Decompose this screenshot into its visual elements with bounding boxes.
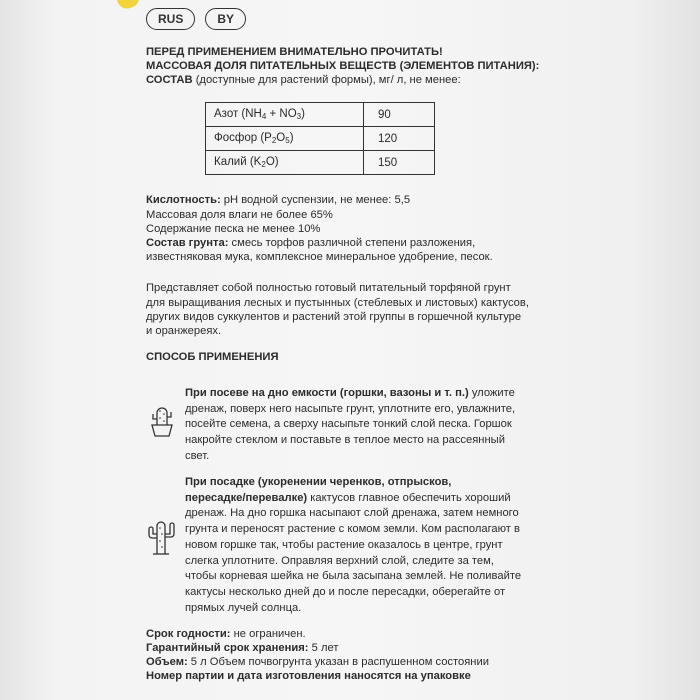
nutrient-name: Калий $(K_2O)$ bbox=[206, 151, 364, 175]
acidity-label: Кислотность: bbox=[146, 194, 221, 206]
acidity-text: рН водной суспензии, не менее: 5,5 bbox=[223, 194, 411, 206]
composition-label: СОСТАВ bbox=[146, 74, 193, 86]
volume-line bbox=[146, 655, 489, 669]
mass-fraction-heading: МАССОВАЯ ДОЛЯ ПИТАТЕЛЬНЫХ ВЕЩЕСТВ (ЭЛЕМЕНТОВ ПИТАНИЯ): bbox=[146, 60, 540, 72]
cactus-pot-icon bbox=[148, 403, 176, 437]
language-badge-by: BY bbox=[205, 8, 246, 30]
soil-line bbox=[146, 236, 475, 250]
language-badges bbox=[146, 8, 246, 30]
moisture-line: Массовая доля влаги не более 65% bbox=[146, 209, 333, 221]
usage-planting-paragraph bbox=[185, 475, 545, 616]
usage-planting-text: прямых лучей солнца. bbox=[185, 601, 302, 614]
description-line: Представляет собой полностью готовый питательный торфяной грунт bbox=[146, 282, 511, 294]
nutrient-value: 120 bbox=[364, 127, 435, 151]
soil-label: Состав грунта: bbox=[146, 237, 229, 249]
shelf-life-line bbox=[146, 627, 306, 641]
table-row bbox=[206, 151, 435, 175]
composition-line bbox=[146, 73, 461, 87]
soil-line-2: известняковая мука, комплексное минеральное удобрение, песок. bbox=[146, 251, 493, 263]
nutrient-value: 90 bbox=[364, 103, 435, 127]
table-row bbox=[206, 103, 435, 127]
usage-sowing-text: дренаж, поверх него насыпьте грунт, уплотните его, увлажните, bbox=[185, 402, 516, 415]
nutrients-table bbox=[205, 102, 435, 175]
usage-sowing-bold: При посеве на дно емкости (горшки, вазоны и т. п.) bbox=[185, 387, 469, 399]
storage-text: 5 лет bbox=[308, 642, 339, 654]
usage-planting-text: новом горшке так, чтобы растение оказалось в центре, грунт bbox=[185, 538, 503, 551]
shelf-life-text: не ограничен. bbox=[230, 628, 306, 640]
description-line: других видов суккулентов и растений этой группы в горшечной культуре bbox=[146, 311, 522, 323]
volume-text: 5 л Объем почвогрунта указан в распушенном состоянии bbox=[187, 656, 489, 668]
usage-sowing-text: накройте стеклом и поставьте в теплое место на рассеянный bbox=[185, 434, 505, 447]
sand-line: Содержание песка не менее 10% bbox=[146, 223, 321, 235]
nutrient-value: 150 bbox=[364, 151, 435, 175]
usage-planting-text: кактусов главное обеспечить хороший bbox=[307, 491, 511, 504]
usage-planting-text: дренаж. На дно горшка насыпают слой дренажа, затем немного bbox=[185, 507, 519, 520]
storage-label: Гарантийный срок хранения: bbox=[146, 642, 309, 654]
table-row bbox=[206, 127, 435, 151]
usage-heading: СПОСОБ ПРИМЕНЕНИЯ bbox=[146, 351, 279, 363]
usage-sowing-text: уложите bbox=[468, 387, 515, 399]
shelf-life-label: Срок годности: bbox=[146, 628, 231, 640]
description-line: и оранжереях. bbox=[146, 325, 222, 337]
composition-text: (доступные для растений формы), мг/ л, не менее: bbox=[195, 74, 461, 86]
soil-text: смесь торфов различной степени разложения, bbox=[231, 237, 476, 249]
acidity-line bbox=[146, 193, 410, 207]
usage-planting-text: грунта и переносят растение с комом земли. Ком располагают в bbox=[185, 523, 520, 536]
usage-planting-text: слегка уплотните. Оправляя верхний слой, следите за тем, bbox=[185, 554, 494, 567]
volume-label: Объем: bbox=[146, 656, 188, 668]
usage-planting-text: кактусы несколько дней до и после пересадки, оберегайте от bbox=[185, 585, 506, 598]
nutrient-name: Азот $(NH_4 + NO_3)$ bbox=[206, 103, 364, 127]
batch-line: Номер партии и дата изготовления наносятся на упаковке bbox=[146, 670, 471, 682]
usage-planting-bold: пересадке/перевалке) bbox=[185, 491, 308, 504]
warning-heading: ПЕРЕД ПРИМЕНЕНИЕМ ВНИМАТЕЛЬНО ПРОЧИТАТЬ! bbox=[146, 46, 443, 58]
yellow-logo-fragment bbox=[116, 0, 141, 11]
description-line: для выращивания лесных и пустынных (стеблевых и листовых) кактусов, bbox=[146, 297, 529, 309]
usage-sowing-paragraph bbox=[185, 386, 545, 465]
usage-planting-bold: При посадке (укоренении черенков, отпрысков, bbox=[185, 476, 452, 488]
nutrient-name: Фосфор $(P_2O_5)$ bbox=[206, 127, 364, 151]
cactus-icon bbox=[146, 516, 176, 556]
usage-planting-text: чтобы корневая шейка не была засыпана землей. Не поливайте bbox=[185, 570, 522, 583]
language-badge-rus: RUS bbox=[146, 8, 195, 30]
storage-line bbox=[146, 641, 338, 655]
usage-sowing-text: свет. bbox=[185, 449, 210, 462]
usage-sowing-text: посейте семена, а сверху насыпьте тонкий слой песка. Горшок bbox=[185, 418, 512, 431]
